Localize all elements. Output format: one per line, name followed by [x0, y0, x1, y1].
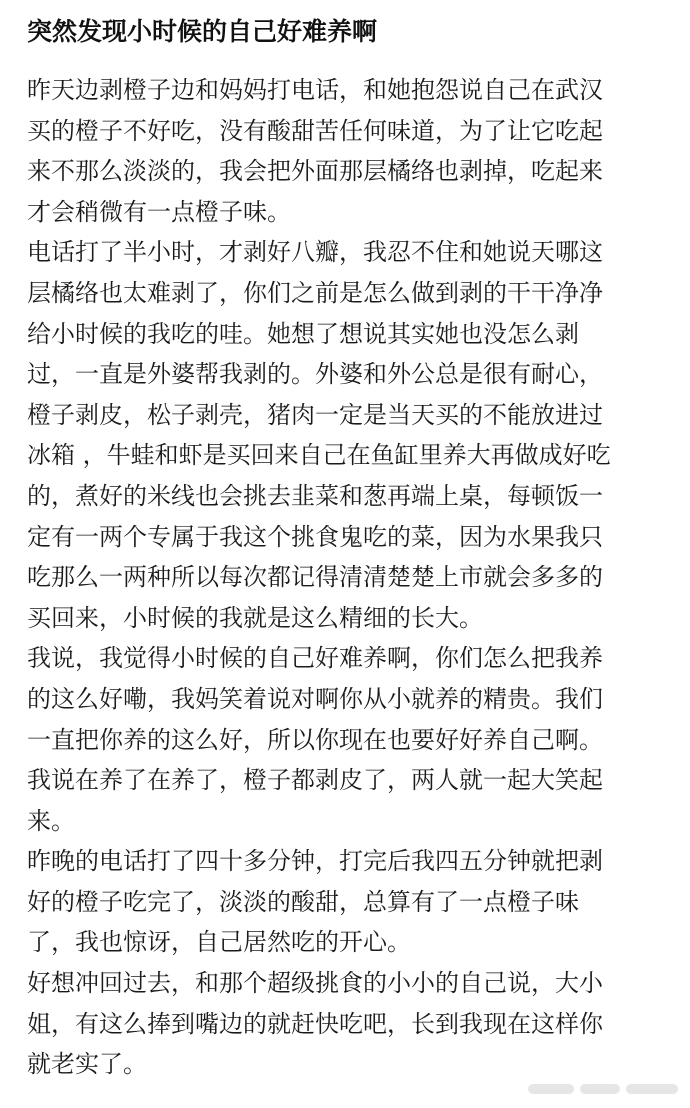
- body-line: 昨天边剥橙子边和妈妈打电话，和她抱怨说自己在武汉: [27, 76, 603, 104]
- watermark: [528, 1078, 678, 1100]
- body-line: 一直把你养的这么好，所以你现在也要好好养自己啊。: [27, 725, 603, 754]
- body-line: 才会稍微有一点橙子味。: [27, 197, 291, 226]
- post-title: 突然发现小时候的自己好难养啊: [27, 17, 378, 46]
- body-line: 橙子剥皮，松子剥壳，猪肉一定是当天买的不能放进过: [27, 400, 603, 429]
- body-line: 我说在养了在养了，橙子都剥皮了，两人就一起大笑起: [27, 766, 603, 795]
- body-line: 来。: [27, 806, 75, 835]
- body-line: 给小时候的我吃的哇。她想了想说其实她也没怎么剥: [27, 319, 579, 348]
- body-line: 买的橙子不好吃，没有酸甜苦任何味道，为了让它吃起: [27, 116, 603, 145]
- body-line: 层橘络也太难剥了，你们之前是怎么做到剥的干干净净: [27, 278, 603, 307]
- body-line: 吃那么一两种所以每次都记得清清楚楚上市就会多多的: [27, 563, 603, 592]
- body-line: 的这么好嘞，我妈笑着说对啊你从小就养的精贵。我们: [27, 684, 603, 713]
- body-line: 来不那么淡淡的，我会把外面那层橘络也剥掉，吃起来: [27, 157, 603, 186]
- body-line: 好的橙子吃完了，淡淡的酸甜，总算有了一点橙子味: [27, 887, 579, 916]
- body-line: 姐，有这么捧到嘴边的就赶快吃吧，长到我现在这样你: [27, 1009, 603, 1038]
- body-line: 的，煮好的米线也会挑去韭菜和葱再端上桌，每顿饭一: [27, 481, 603, 510]
- body-line: 好想冲回过去，和那个超级挑食的小小的自己说，大小: [27, 969, 603, 998]
- body-line: 了，我也惊讶，自己居然吃的开心。: [27, 928, 411, 957]
- body-line: 定有一两个专属于我这个挑食鬼吃的菜，因为水果我只: [27, 522, 603, 551]
- body-line: 我说，我觉得小时候的自己好难养啊，你们怎么把我养: [27, 644, 603, 673]
- body-line: 昨晚的电话打了四十多分钟，打完后我四五分钟就把剥: [27, 847, 603, 876]
- post-body: [27, 70, 677, 1085]
- body-line: 冰箱 ，牛蛙和虾是买回来自己在鱼缸里养大再做成好吃: [27, 441, 611, 470]
- body-line: 买回来，小时候的我就是这么精细的长大。: [27, 603, 483, 632]
- body-line: 就老实了。: [27, 1050, 147, 1079]
- body-line: 电话打了半小时，才剥好八瓣，我忍不住和她说天哪这: [27, 238, 603, 267]
- body-line: 过，一直是外婆帮我剥的。外婆和外公总是很有耐心，: [27, 360, 603, 389]
